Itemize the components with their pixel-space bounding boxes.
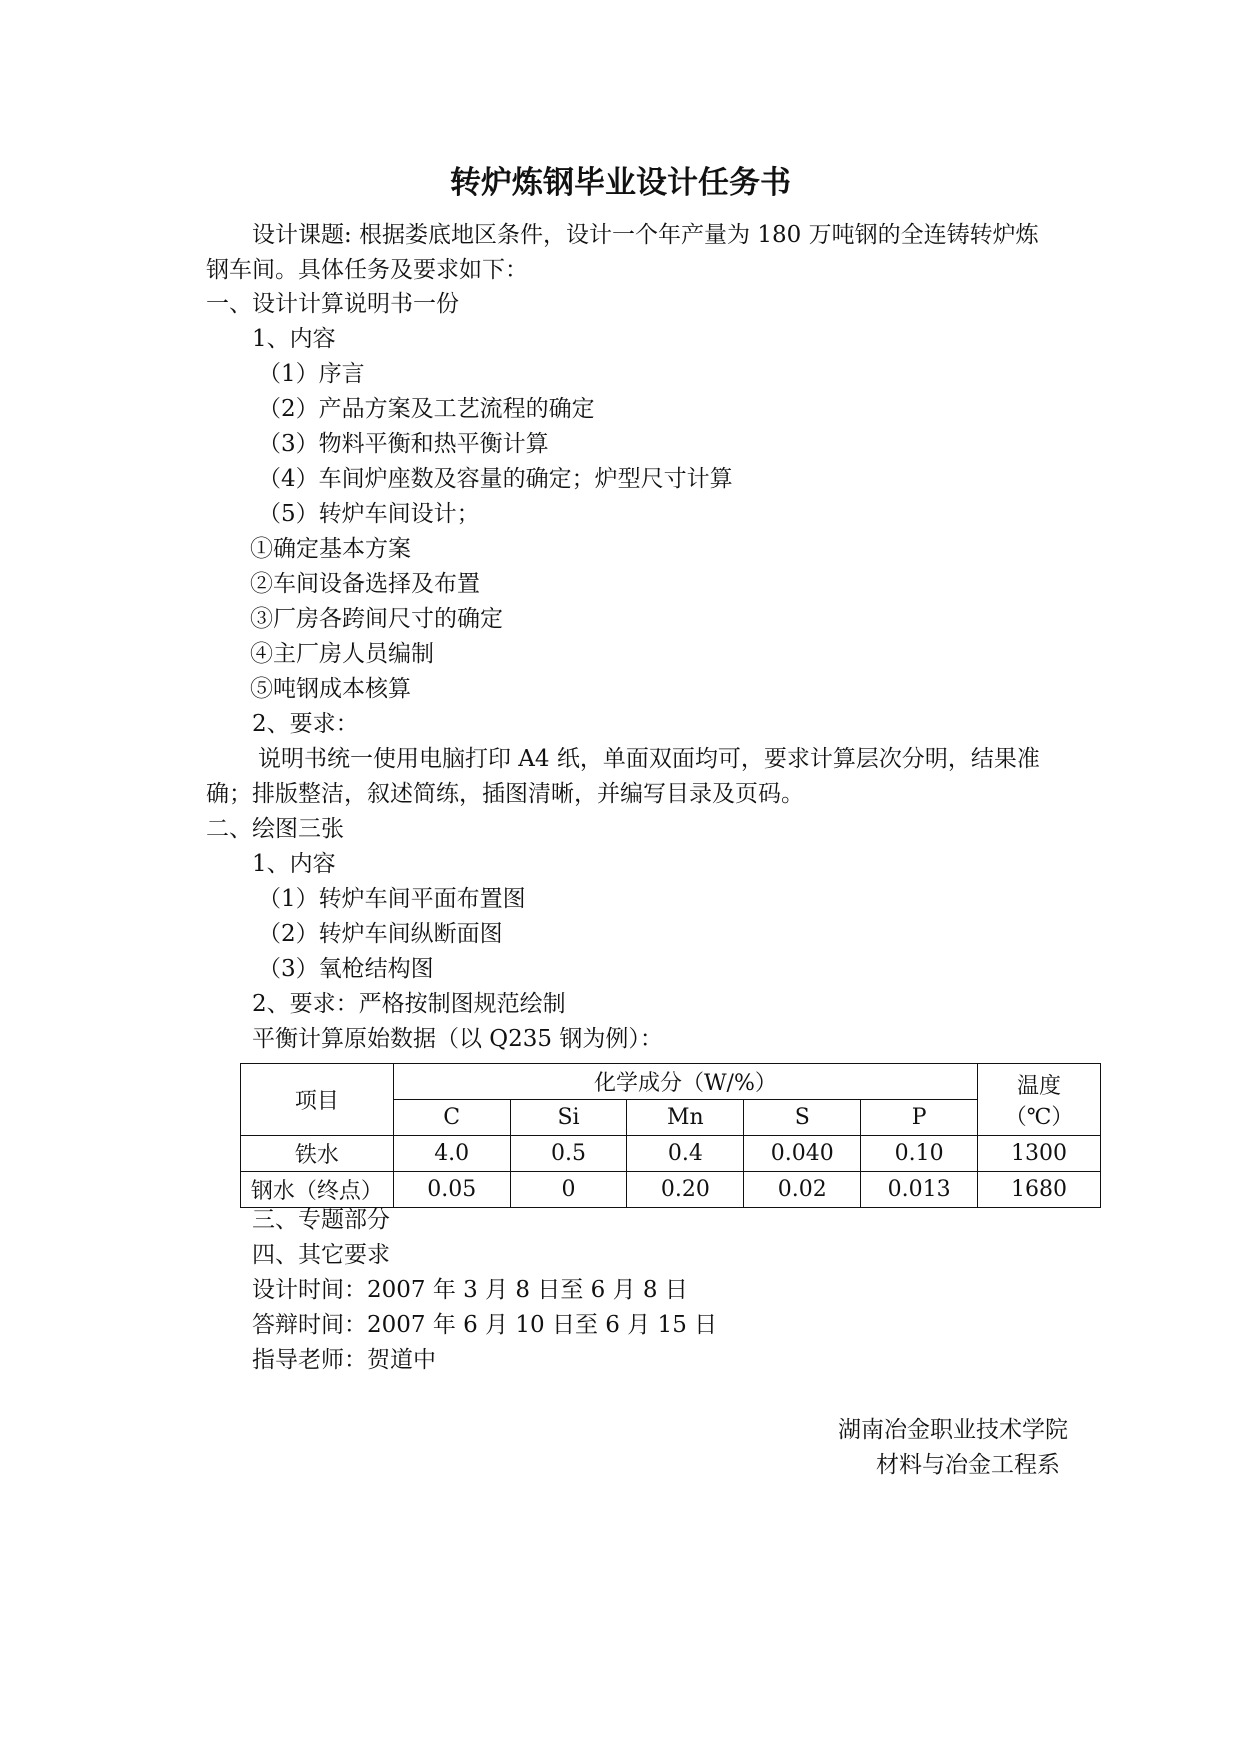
- section1-item: （1）序言: [258, 361, 365, 387]
- composition-table: [240, 1063, 1101, 1208]
- section2-item: （2）转炉车间纵断面图: [258, 921, 503, 947]
- section1-content-heading: 1、内容: [252, 326, 336, 352]
- table-header-temperature: [978, 1064, 1101, 1136]
- intro-line-2: 钢车间。具体任务及要求如下：: [206, 257, 528, 283]
- table-cell: 0.040: [744, 1136, 861, 1172]
- section1-subitem: ④主厂房人员编制: [250, 641, 434, 667]
- table-cell-temp: 1300: [978, 1136, 1101, 1172]
- section1-req-line-2: 确；排版整洁，叙述简练，插图清晰，并编写目录及页码。: [206, 781, 804, 807]
- element-header-s: S: [744, 1100, 861, 1136]
- section1-heading: 一、设计计算说明书一份: [206, 291, 459, 317]
- section1-subitem: ①确定基本方案: [250, 536, 411, 562]
- table-cell: 0.02: [744, 1172, 861, 1208]
- section1-req-line-1: 说明书统一使用电脑打印 A4 纸，单面双面均可，要求计算层次分明，结果准: [258, 746, 1040, 772]
- table-cell: 0: [510, 1172, 627, 1208]
- table-cell: 0.013: [861, 1172, 978, 1208]
- table-header-composition: 化学成分（W/%）: [393, 1064, 977, 1100]
- temp-header-line-1: 温度: [1017, 1073, 1062, 1099]
- section2-content-heading: 1、内容: [252, 851, 336, 877]
- row-label: 钢水（终点）: [241, 1172, 394, 1208]
- section1-item: （2）产品方案及工艺流程的确定: [258, 396, 595, 422]
- temp-header-line-2: （℃）: [1004, 1104, 1074, 1130]
- section1-subitem: ③厂房各跨间尺寸的确定: [250, 606, 503, 632]
- row-label: 铁水: [241, 1136, 394, 1172]
- section3-heading: 三、专题部分: [252, 1207, 390, 1233]
- section1-item: （3）物料平衡和热平衡计算: [258, 431, 549, 457]
- section1-subitem: ⑤吨钢成本核算: [250, 676, 411, 702]
- section2-item: （3）氧枪结构图: [258, 956, 434, 982]
- design-time: 设计时间：2007 年 3 月 8 日至 6 月 8 日: [252, 1277, 688, 1303]
- element-header-si: Si: [510, 1100, 627, 1136]
- department-name: 材料与冶金工程系: [876, 1452, 1060, 1478]
- advisor: 指导老师：贺道中: [252, 1347, 436, 1373]
- document-title: 转炉炼钢毕业设计任务书: [450, 165, 791, 201]
- section1-item: （4）车间炉座数及容量的确定；炉型尺寸计算: [258, 466, 733, 492]
- table-row: [241, 1136, 1101, 1172]
- section2-item: （1）转炉车间平面布置图: [258, 886, 526, 912]
- section1-item: （5）转炉车间设计；: [258, 501, 480, 527]
- school-name: 湖南冶金职业技术学院: [838, 1417, 1068, 1443]
- table-cell: 0.20: [627, 1172, 744, 1208]
- table-caption: 平衡计算原始数据（以 Q235 钢为例）：: [252, 1026, 663, 1052]
- section2-req: 2、要求：严格按制图规范绘制: [252, 991, 566, 1017]
- element-header-c: C: [393, 1100, 510, 1136]
- section1-req-heading: 2、要求：: [252, 711, 359, 737]
- table-cell: 0.10: [861, 1136, 978, 1172]
- section2-heading: 二、绘图三张: [206, 816, 344, 842]
- intro-line-1: 设计课题: 根据娄底地区条件，设计一个年产量为 180 万吨钢的全连铸转炉炼: [252, 222, 1039, 248]
- table-header-item: 项目: [241, 1064, 394, 1136]
- table-cell: 4.0: [393, 1136, 510, 1172]
- element-header-mn: Mn: [627, 1100, 744, 1136]
- section1-subitem: ②车间设备选择及布置: [250, 571, 480, 597]
- table-cell: 0.4: [627, 1136, 744, 1172]
- section4-heading: 四、其它要求: [252, 1242, 390, 1268]
- defense-time: 答辩时间：2007 年 6 月 10 日至 6 月 15 日: [252, 1312, 718, 1338]
- table-cell: 0.05: [393, 1172, 510, 1208]
- table-cell: 0.5: [510, 1136, 627, 1172]
- table-cell-temp: 1680: [978, 1172, 1101, 1208]
- element-header-p: P: [861, 1100, 978, 1136]
